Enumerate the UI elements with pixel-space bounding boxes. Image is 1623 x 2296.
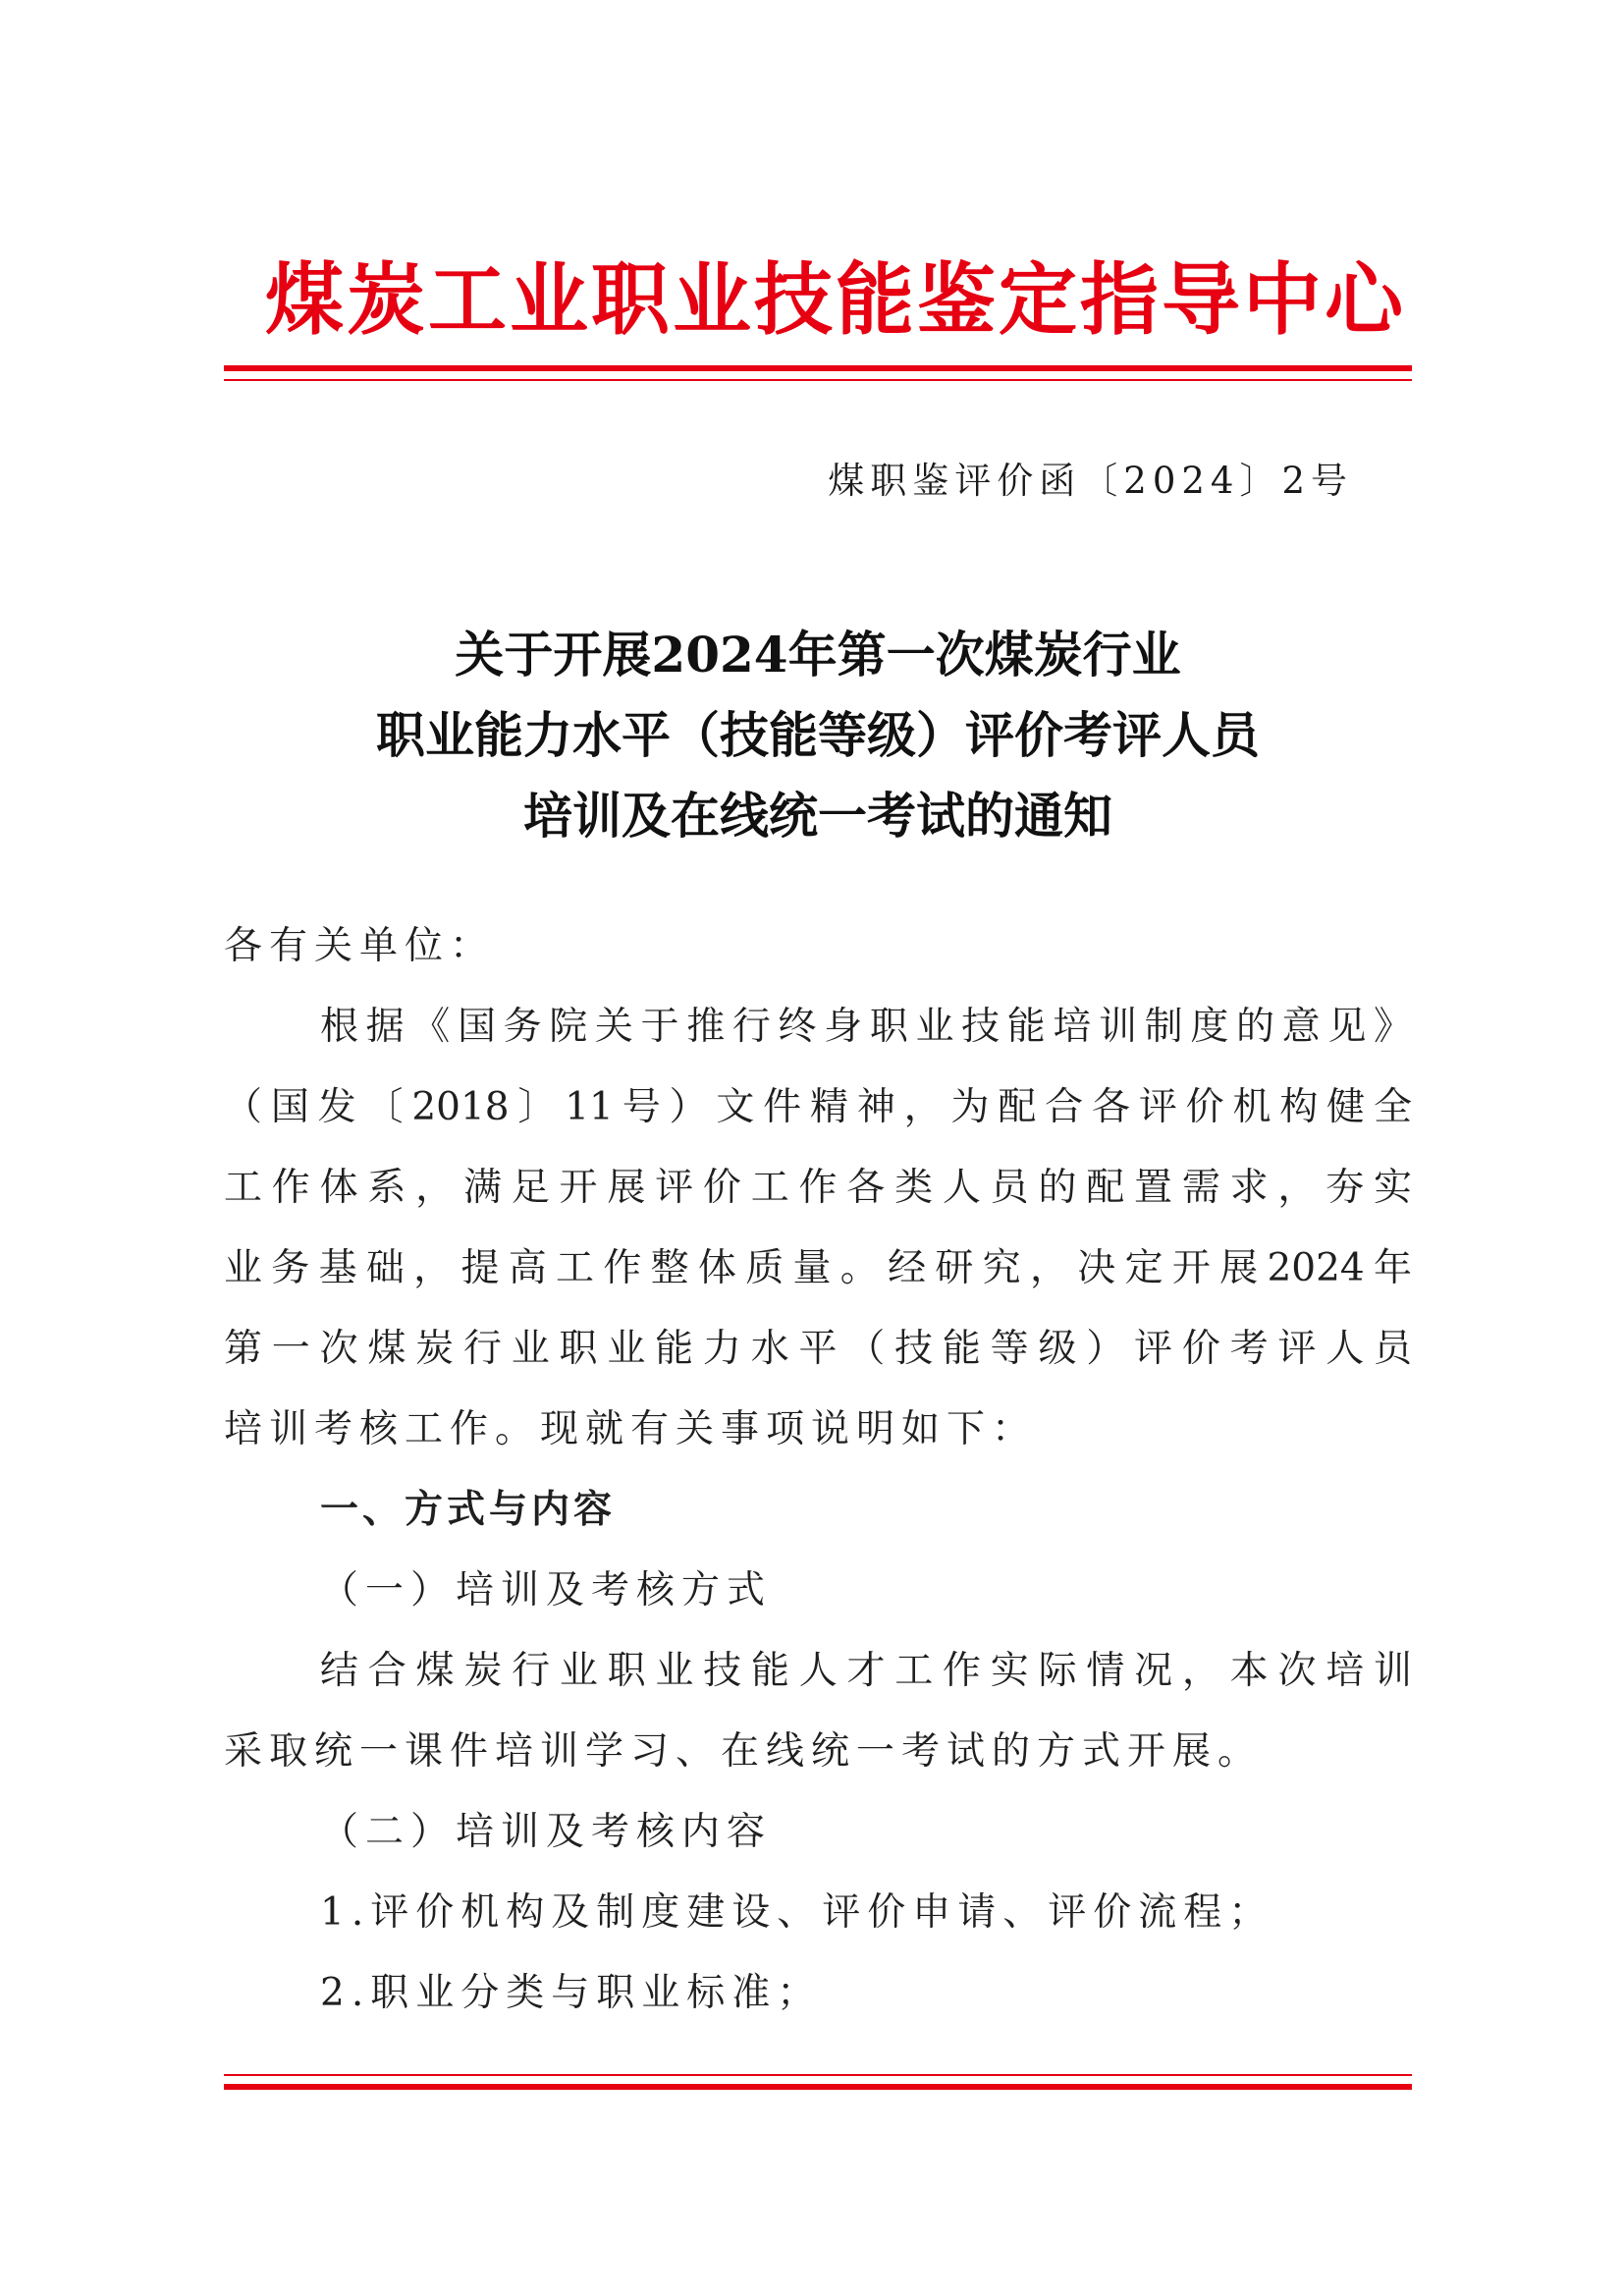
salutation: 各有关单位： bbox=[224, 924, 496, 968]
subsection-1-line: 结合煤炭行业职业技能人才工作实际情况，本次培训 bbox=[320, 1649, 1412, 1693]
org-header-title: 煤炭工业职业技能鉴定指导中心 bbox=[265, 254, 1406, 346]
intro-paragraph-line: 根据《国务院关于推行终身职业技能培训制度的意见》 bbox=[320, 1005, 1412, 1049]
intro-paragraph-line: 培训考核工作。现就有关事项说明如下： bbox=[224, 1407, 1038, 1451]
intro-paragraph-line: （国发〔2018〕11号）文件精神，为配合各评价机构健全 bbox=[224, 1085, 1412, 1129]
subsection-heading-1: （一）培训及考核方式 bbox=[320, 1568, 773, 1613]
intro-paragraph-line: 工作体系，满足开展评价工作各类人员的配置需求，夯实 bbox=[224, 1166, 1412, 1210]
section-heading-1: 一、方式与内容 bbox=[320, 1488, 617, 1532]
subsection-1-line: 采取统一课件培训学习、在线统一考试的方式开展。 bbox=[224, 1729, 1264, 1774]
intro-paragraph-line: 业务基础，提高工作整体质量。经研究，决定开展2024年 bbox=[224, 1246, 1412, 1290]
header-red-rule-thick bbox=[224, 365, 1412, 371]
notice-title-line-1: 关于开展2024年第一次煤炭行业 bbox=[455, 626, 1181, 683]
document-number: 煤职鉴评价函〔2024〕2号 bbox=[828, 460, 1353, 502]
footer-red-rule-thick bbox=[224, 2084, 1412, 2090]
intro-paragraph-line: 第一次煤炭行业职业能力水平（技能等级）评价考评人员 bbox=[224, 1327, 1412, 1371]
subsection-heading-2: （二）培训及考核内容 bbox=[320, 1810, 773, 1854]
content-item: 2.职业分类与职业标准； bbox=[320, 1971, 823, 2015]
footer-red-rule-thin bbox=[224, 2074, 1412, 2076]
content-item: 1.评价机构及制度建设、评价申请、评价流程； bbox=[320, 1890, 1274, 1935]
notice-title-line-2: 职业能力水平（技能等级）评价考评人员 bbox=[376, 706, 1260, 764]
header-red-rule-thin bbox=[224, 379, 1412, 381]
notice-title-line-3: 培训及在线统一考试的通知 bbox=[523, 787, 1112, 845]
